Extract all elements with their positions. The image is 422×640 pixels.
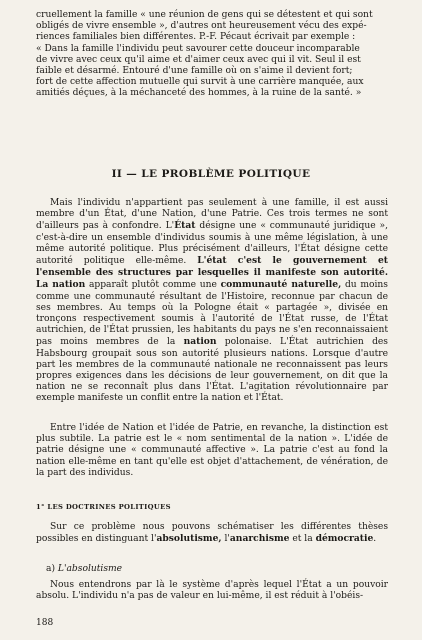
- sub-subheading: [46, 564, 122, 574]
- section-heading: II — LE PROBLÈME POLITIQUE: [111, 168, 311, 180]
- paragraph-absolutisme-text: Nous entendrons par là le système d'après lequel l'État a un pouvoir absolu. L'individu n'a pas de valeur en lui-même, il est réduit à l'obéis-: [36, 580, 388, 602]
- sub-subheading-marker: a): [46, 564, 56, 574]
- opening-line: cruellement la famille « une réunion de gens qui se détestent et qui sont: [36, 10, 373, 20]
- opening-line: fort de cette affection mutuelle qui survit à une carrière manquée, aux: [36, 77, 364, 88]
- bold-term: communauté naturelle,: [220, 279, 342, 291]
- opening-line: de vivre avec ceux qu'il aime et d'aimer ceux avec qui il vit. Seul il est: [36, 54, 361, 65]
- bold-term: démocratie: [315, 533, 374, 545]
- opening-line: obligés de vivre ensemble », d'autres ont heureusement vécu des expé-: [36, 21, 367, 32]
- opening-line: « Dans la famille l'individu peut savourer cette douceur incomparable: [36, 43, 360, 54]
- text-run: désigne une « communauté juridique », c'est-à-dire un ensemble d'individus soumis à une même législation, à une même autorité politique. Plus précisément d'ailleurs, l'État désigne cette autorité politique elle-même.: [36, 221, 388, 267]
- text-run: l': [221, 534, 230, 545]
- opening-line: amitiés déçues, à la méchanceté des hommes, à la ruine de la santé. »: [36, 88, 362, 99]
- bold-term: La nation: [36, 279, 86, 291]
- paragraph-patrie-text: Entre l'idée de Nation et l'idée de Patrie, en revanche, la distinction est plus subtile. La patrie est le « nom sentimental de la nation ». L'idée de patrie désigne une « communauté affective ». La patrie c'est au fond la nation elle-même en tant qu'elle est objet d'attachement, de vénération, de la part des individus.: [36, 423, 388, 478]
- text-run: polonaise. L'État autrichien des Habsbourg groupait sous son autorité plusieurs nations. Lorsque d'autre part les membres de la communauté nationale ne reconnaissent pas leurs propres exigences dans les décisions de leur gouvernement, on dit que la nation ne se reconnaît plus dans l'État. L'agitation révolutionnaire par exemple manifeste un conflit entre la nation et l'État.: [36, 337, 388, 404]
- text-run: Sur ce problème nous pouvons schématiser les différentes thèses possibles en distinguant l': [36, 522, 388, 545]
- opening-paragraph: [36, 10, 388, 100]
- page-number: 188: [36, 618, 54, 628]
- text-run: .: [373, 534, 377, 545]
- text-run: du moins comme une communauté résultant de l'Histoire, reconnue par chacun de ses membres. Au temps où la Pologne était « partagée », divisée en tronçons respectivement soumis à l'autorité de l'État russe, de l'État autrichien, de l'État prussien, les habitants du pays ne s'en reconnaissaient pas moins membres de la: [36, 280, 388, 348]
- bold-term: absolutisme,: [156, 533, 222, 545]
- paragraph-doctrines: [36, 522, 388, 545]
- bold-term: nation: [183, 336, 217, 348]
- opening-line: faible et désarmé. Entouré d'une famille où on s'aime il devient fort;: [36, 66, 353, 77]
- text-run: apparaît plutôt comme une: [85, 280, 221, 291]
- opening-line: riences familiales bien différentes. P.-F. Pécaut écrivait par exemple :: [36, 32, 356, 43]
- text-run: et la: [289, 534, 316, 545]
- text-run: Mais l'individu n'appartient pas seulement à une famille, il est aussi membre d'un État, d'une Nation, d'une Patrie. Ces trois termes ne sont d'ailleurs pas à confondre. L': [36, 198, 388, 232]
- paragraph-state: [36, 198, 388, 405]
- paragraph-absolutisme: [36, 580, 388, 602]
- paragraph-patrie: [36, 423, 388, 479]
- bold-term: État: [174, 220, 196, 232]
- bold-term: anarchisme: [229, 533, 290, 545]
- sub-subheading-title: L'absolutisme: [57, 564, 123, 574]
- bold-term: L'état c'est le gouvernement et l'ensemble des structures par lesquelles il manifeste son autorité.: [36, 255, 388, 279]
- subsection-heading: 1° LES DOCTRINES POLITIQUES: [36, 503, 171, 511]
